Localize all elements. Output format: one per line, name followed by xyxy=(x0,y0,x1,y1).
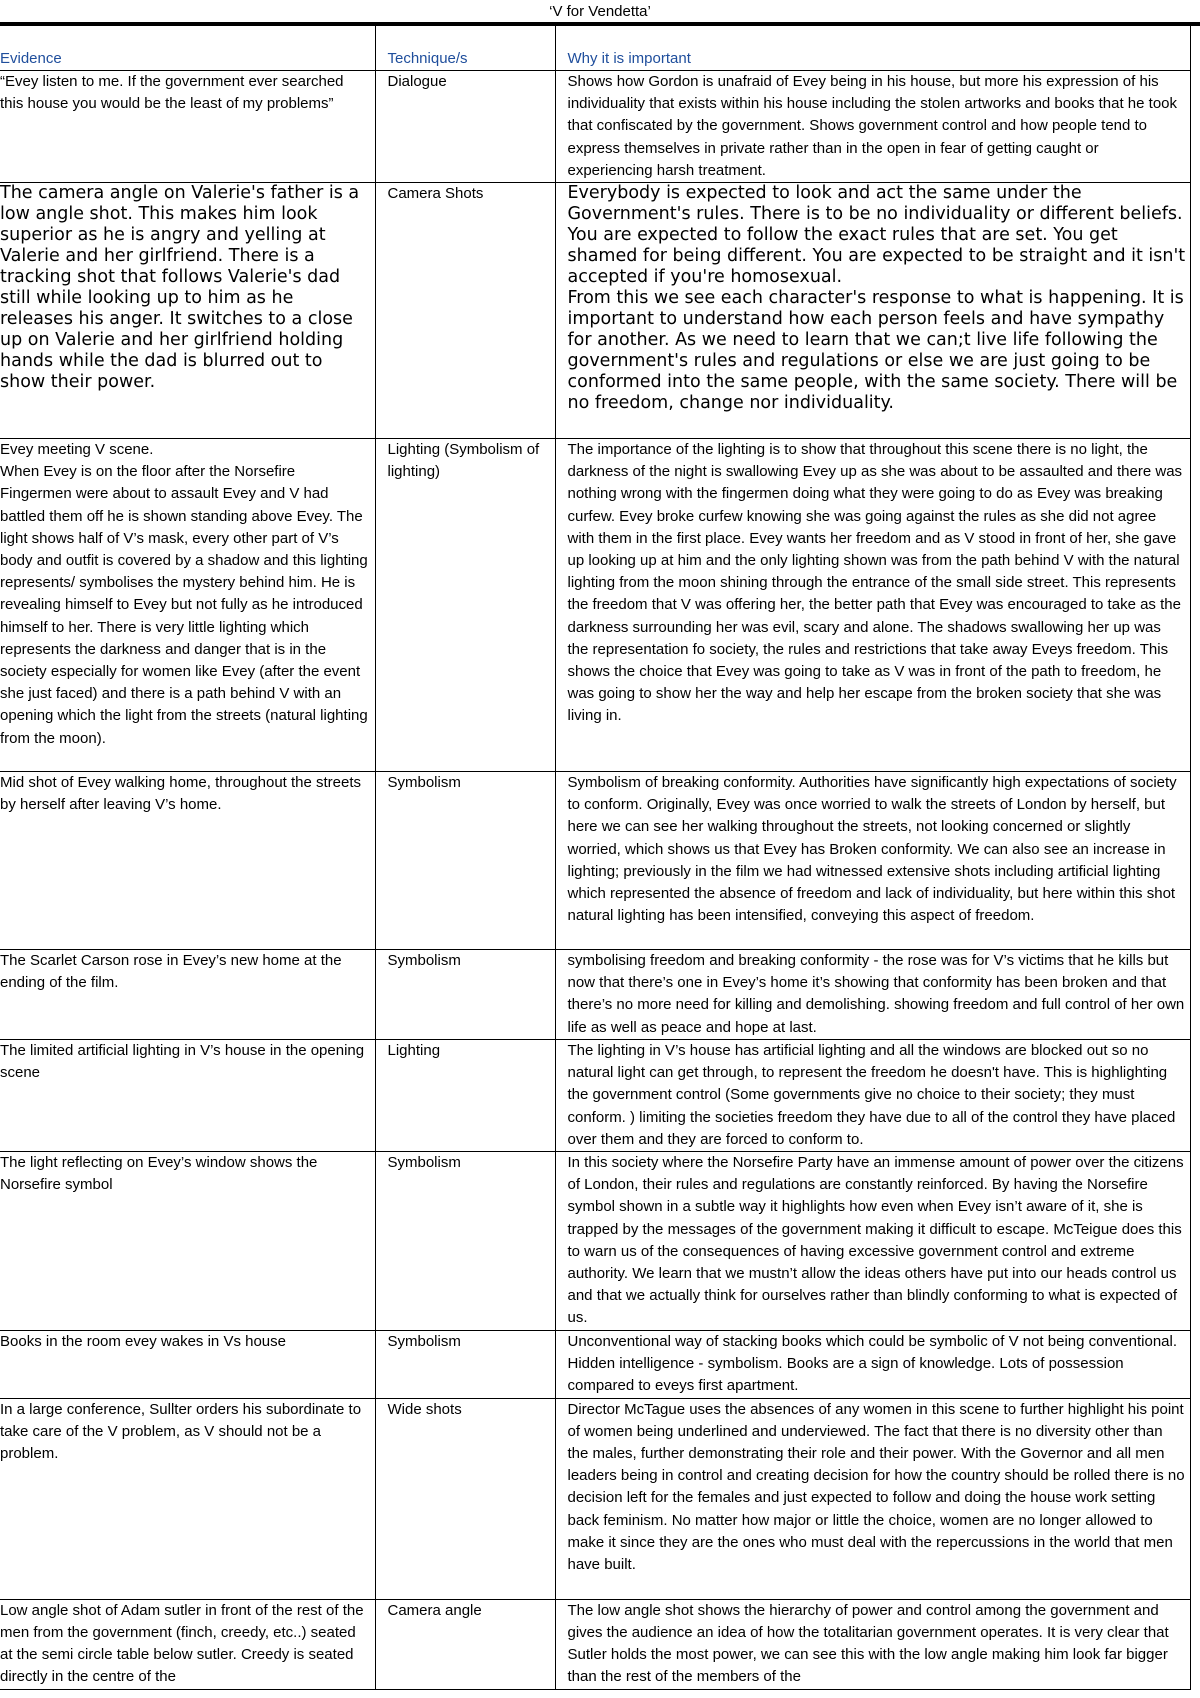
technique-cell: Lighting (Symbolism of lighting) xyxy=(375,439,555,772)
importance-cell: Shows how Gordon is unafraid of Evey being in his house, but more his expression of his individuality that exists within his house including the stolen artworks and books that he took that confiscated by the government. Shows government control and how people tend to express themselves in private rather than in the open in fear of getting caught or experiencing harsh treatment. xyxy=(555,71,1190,183)
header-importance: Why it is important xyxy=(555,26,1190,71)
header-row xyxy=(0,26,1190,71)
technique-cell: Symbolism xyxy=(375,1331,555,1399)
evidence-cell: In a large conference, Sullter orders his subordinate to take care of the V problem, as V should not be a problem. xyxy=(0,1398,375,1599)
evidence-cell: The Scarlet Carson rose in Evey’s new home at the ending of the film. xyxy=(0,950,375,1040)
technique-cell: Dialogue xyxy=(375,71,555,183)
technique-cell: Wide shots xyxy=(375,1398,555,1599)
table-row xyxy=(0,1152,1190,1331)
document-title: ‘V for Vendetta’ xyxy=(549,3,651,20)
header-evidence: Evidence xyxy=(0,26,375,71)
analysis-table xyxy=(0,26,1191,1690)
importance-cell: symbolising freedom and breaking conformity - the rose was for V’s victims that he kills but now that there’s one in Evey’s home it’s showing that conformity has been broken and that there’s no more need for killing and demolishing. showing freedom and full control of her own life as well as peace and hope at last. xyxy=(555,950,1190,1040)
table-row xyxy=(0,183,1190,439)
importance-cell: The importance of the lighting is to show that throughout this scene there is no light, the darkness of the night is swallowing Evey up as she was about to be assaulted and there was nothing wrong with the fingermen doing what they were going to do as Evey was breaking curfew. Evey broke curfew knowing she was going against the rules as she did not agree with them in the first place. Evey wants her freedom and as V stood in front of her, she gave up looking up at him and the only lighting shown was from the path behind V with the natural lighting from the moon shining through the entrance of the small side street. This represents the freedom that V was offering her, the better path that Evey was encouraged to take as the darkness surrounding her was evil, scary and alone. The shadows swallowing her up was the representation fo society, the rules and restrictions that take away Eveys freedom. This shows the choice that Evey was going to take as V was in front of the path to freedom, he was going to show her the way and help her escape from the broken society that she was living in. xyxy=(555,439,1190,772)
importance-cell: Symbolism of breaking conformity. Authorities have significantly high expectations of society to conform. Originally, Evey was once worried to walk the streets of London by herself, but here we can see her walking throughout the streets, not looking concerned or slightly worried, which shows us that Evey has Broken conformity. We can also see an increase in lighting; previously in the film we had witnessed extensive shots including artificial lighting which represented the absence of freedom and lack of individuality, but here within this shot natural lighting has been intensified, conveying this aspect of freedom. xyxy=(555,772,1190,950)
technique-cell: Symbolism xyxy=(375,1152,555,1331)
importance-cell: Unconventional way of stacking books which could be symbolic of V not being conventional. Hidden intelligence - symbolism. Books are a sign of knowledge. Lots of possession compared to eveys first apartment. xyxy=(555,1331,1190,1399)
table-row xyxy=(0,950,1190,1040)
evidence-cell: Mid shot of Evey walking home, throughout the streets by herself after leaving V’s home. xyxy=(0,772,375,950)
technique-cell: Symbolism xyxy=(375,950,555,1040)
importance-cell: Everybody is expected to look and act the same under the Government's rules. There is to be no individuality or different beliefs. You are expected to follow the exact rules that are set. You get shamed for being different. You are expected to be straight and it isn't accepted if you're homosexual. From this we see each character's response to what is happening. It is important to understand how each person feels and have sympathy for another. As we need to learn that we can;t live life following the government's rules and regulations or else we are just going to be conformed into the same people, with the same society. There will be no freedom, change nor individuality. xyxy=(555,183,1190,439)
table-row xyxy=(0,439,1190,772)
importance-cell: The low angle shot shows the hierarchy of power and control among the government and gives the audience an idea of how the totalitarian government operates. It is very clear that Sutler holds the most power, we can see this with the low angle making him look far bigger than the rest of the members of the xyxy=(555,1599,1190,1689)
table-row xyxy=(0,772,1190,950)
table-row xyxy=(0,1040,1190,1152)
evidence-cell: The limited artificial lighting in V’s house in the opening scene xyxy=(0,1040,375,1152)
technique-cell: Camera angle xyxy=(375,1599,555,1689)
evidence-cell: “Evey listen to me. If the government ever searched this house you would be the least of my problems” xyxy=(0,71,375,183)
technique-cell: Lighting xyxy=(375,1040,555,1152)
importance-cell: In this society where the Norsefire Party have an immense amount of power over the citizens of London, their rules and regulations are constantly reinforced. By having the Norsefire symbol shown in a subtle way it highlights how even when Evey isn’t aware of it, she is trapped by the messages of the government making it difficult to escape. McTeigue does this to warn us of the consequences of having excessive government control and extreme authority. We learn that we mustn’t allow the ideas others have put into our heads control us and that we actually think for ourselves rather than blindly conforming to what is expected of us. xyxy=(555,1152,1190,1331)
table-row xyxy=(0,1331,1190,1399)
importance-cell: The lighting in V’s house has artificial lighting and all the windows are blocked out so no natural light can get through, to represent the freedom he doesn't have. This is highlighting the government control (Some governments give no choice to their society; they must conform. ) limiting the societies freedom they have due to all of the control they have placed over them and they are forced to conform to. xyxy=(555,1040,1190,1152)
evidence-cell: Low angle shot of Adam sutler in front of the rest of the men from the government (finch, creedy, etc..) seated at the semi circle table below sutler. Creedy is seated directly in the centre of the xyxy=(0,1599,375,1689)
header-technique: Technique/s xyxy=(375,26,555,71)
table-row xyxy=(0,71,1190,183)
evidence-cell: Evey meeting V scene. When Evey is on the floor after the Norsefire Fingermen were about to assault Evey and V had battled them off he is shown standing above Evey. The light shows half of V’s mask, every other part of V’s body and outfit is covered by a shadow and this lighting represents/ symbolises the mystery behind him. He is revealing himself to Evey but not fully as he introduced himself to her. There is very little lighting which represents the darkness and danger that is in the society especially for women like Evey (after the event she just faced) and there is a path behind V with an opening which the light from the streets (natural lighting from the moon). xyxy=(0,439,375,772)
technique-cell: Symbolism xyxy=(375,772,555,950)
evidence-cell: The camera angle on Valerie's father is a low angle shot. This makes him look superior as he is angry and yelling at Valerie and her girlfriend. There is a tracking shot that follows Valerie's dad still while looking up to him as he releases his anger. It switches to a close up on Valerie and her girlfriend holding hands while the dad is blurred out to show their power. xyxy=(0,183,375,439)
table-row xyxy=(0,1599,1190,1689)
evidence-cell: The light reflecting on Evey’s window shows the Norsefire symbol xyxy=(0,1152,375,1331)
evidence-cell: Books in the room evey wakes in Vs house xyxy=(0,1331,375,1399)
table-row xyxy=(0,1398,1190,1599)
technique-cell: Camera Shots xyxy=(375,183,555,439)
importance-cell: Director McTague uses the absences of any women in this scene to further highlight his point of women being underlined and underviewed. The fact that there is no diversity other than the males, further demonstrating their role and their power. With the Governor and all men leaders being in control and creating decision for how the country should be rolled there is no decision left for the females and just expected to follow and doing the house work setting back feminism. No matter how major or little the choice, women are no longer allowed to make it since they are the ones who must deal with the repercussions in the world that men have built. xyxy=(555,1398,1190,1599)
